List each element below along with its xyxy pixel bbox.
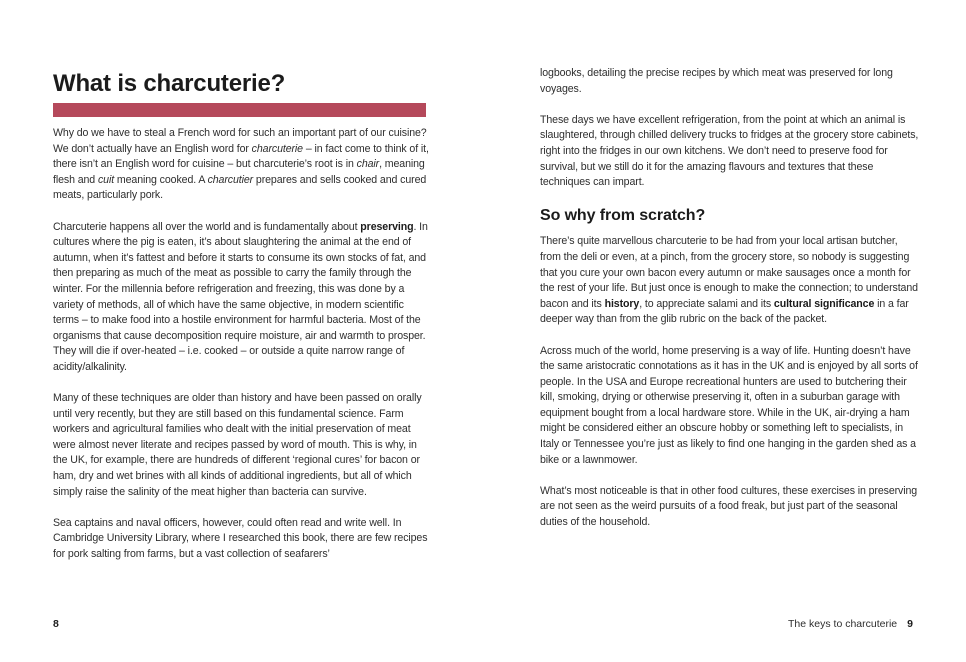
paragraph-sea-captains: Sea captains and naval officers, however, could often read and write well. In Cambridge University Library, where I researched this book, there are few recipes for pork salting from farms, but a vast collection of seafarers’ [53, 516, 428, 561]
paragraph-refrigeration: These days we have excellent refrigeration, from the point at which an animal is slaughtered, through chilled delivery trucks to fridges at the grocery store cabinets, right into the fridges in our own kitchens. We don’t need to preserve food for survival, but we still do it for the amazing flavours and textures that these techniques can impart. [540, 113, 919, 189]
paragraph-scratch: There’s quite marvellous charcuterie to be had from your local artisan butcher, from the deli or even, at a pinch, from the grocery store, so nobody is suggesting that you cure your own bacon every autumn or make sausages once a month for the rest of your life. But just once is enough to make the connection; to understand bacon and its history, to appreciate salami and its cultural significance in a far deeper way than from the glib rubric on the back of the packet. [540, 235, 918, 326]
left-body-text [53, 126, 429, 578]
title-accent-bar [53, 103, 426, 117]
paragraph-history: Many of these techniques are older than history and have been passed on orally until very recently, but they are still based on this fundamental science. Farm workers and agricultural families who dealt with the initial preservation of meat were almost never literate and recipes passed by word of mouth. This is why, in the UK, for example, there are hundreds of different ‘regional cures’ for bacon or ham, dry and wet brines with all kinds of additional ingredients, but all of which simply raise the salinity of the meat higher than bacteria can survive. [53, 392, 422, 498]
page-title: What is charcuterie? [53, 70, 286, 97]
right-page [483, 0, 966, 662]
right-body-text [540, 66, 920, 546]
paragraph-food-cultures: What’s most noticeable is that in other food cultures, these exercises in preserving are not seen as the weird pursuits of a food freak, but just part of the seasonal duties of the household. [540, 484, 918, 529]
paragraph-home-preserving: Across much of the world, home preserving is a way of life. Hunting doesn’t have the same aristocratic connotations as it has in the UK and is enjoyed by all sorts of people. In the USA and Europe recreational hunters are used to butchering their kill, smoking, drying or otherwise preserving it, often in a suburban garage with equipment bought from a local hardware store. While in the UK, air-drying a ham might be considered either an obscure hobby or something left to specialists, in Italy or Tennessee you’re just as likely to find one hanging in the garden shed as a bike or a lawnmower. [540, 344, 918, 466]
page-number-left: 8 [53, 618, 59, 630]
page-number-right: 9 [907, 618, 913, 630]
paragraph-definition: Why do we have to steal a French word for such an important part of our cuisine? We don’t actually have an English word for charcuterie – in fact come to think of it, there isn’t an English word for cuisine – but charcuterie’s root is in chair, meaning flesh and cuit meaning cooked. A charcutier prepares and sells cooked and cured meats, particularly pork. [53, 127, 429, 202]
paragraph-logbooks: logbooks, detailing the precise recipes by which meat was preserved for long voyages. [540, 67, 893, 95]
section-heading: So why from scratch? [540, 207, 706, 225]
paragraph-preserving: Charcuterie happens all over the world and is fundamentally about preserving. In cultures where the pig is eaten, it’s about slaughtering the animal at the end of autumn, when it’s fattest and before it starts to consume its own stocks of fat, and then preparing as much of the meat as possible to carry the family through the winter. For the millennia before refrigeration and freezing, this was done by a variety of methods, all of which have the same objective, in modern scientific terms – to make food into a hostile environment for harmful bacteria. Most of the organisms that cause decomposition require moisture, air and warmth to prosper. They will die if over-heated – i.e. cooked – or outside a quite narrow range of acidity/alkalinity. [53, 220, 428, 373]
running-head: The keys to charcuterie [788, 618, 898, 630]
running-footer [788, 618, 913, 630]
